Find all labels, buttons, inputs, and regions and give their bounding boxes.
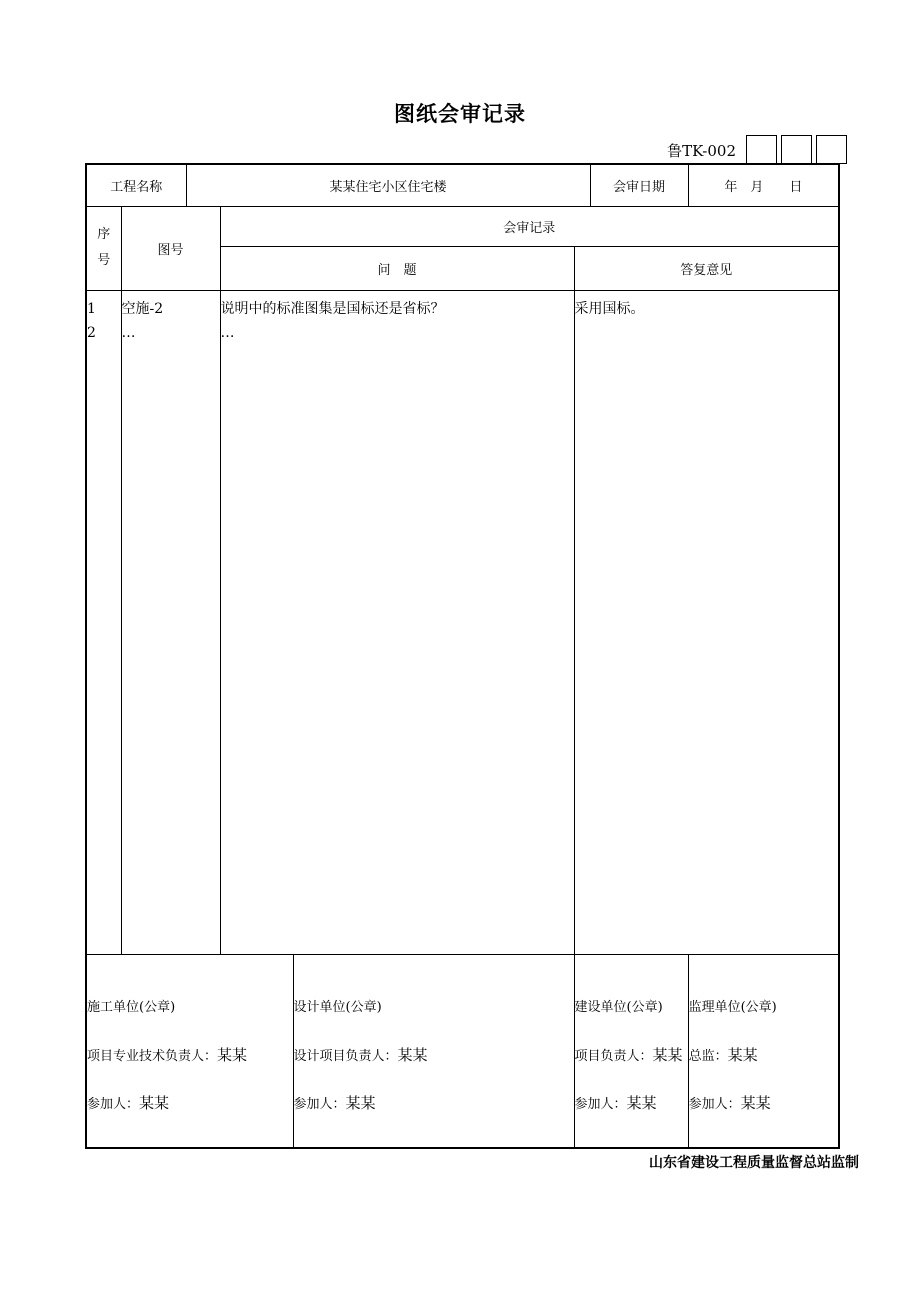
row-1-seq: 1 bbox=[87, 300, 96, 317]
row-1-question: 说明中的标准图集是国标还是省标？ bbox=[220, 300, 445, 317]
code-box-3[interactable] bbox=[816, 135, 847, 164]
seq-header-label: 序号 bbox=[97, 227, 111, 268]
signature-row bbox=[86, 954, 839, 1148]
project-name-label: 工程名称 bbox=[86, 164, 186, 206]
header-row bbox=[86, 164, 839, 206]
owner-role: 项目负责人：某某 bbox=[574, 1045, 683, 1064]
row-2-seq: 2 bbox=[87, 324, 96, 341]
drawing-no-cell[interactable] bbox=[121, 290, 220, 954]
construction-attendee: 参加人：某某 bbox=[87, 1093, 170, 1112]
project-name-value[interactable]: 某某住宅小区住宅楼 bbox=[186, 164, 590, 206]
column-header-row-1 bbox=[86, 206, 839, 246]
reply-cell[interactable] bbox=[574, 290, 839, 954]
design-role: 设计项目负责人：某某 bbox=[293, 1045, 428, 1064]
owner-unit-label: 建设单位(公章) bbox=[574, 999, 663, 1015]
drawing-no-header: 图号 bbox=[121, 206, 220, 290]
supervision-role: 总监：某某 bbox=[688, 1045, 758, 1064]
code-box-1[interactable] bbox=[746, 135, 777, 164]
seq-header bbox=[86, 206, 121, 290]
question-cell[interactable] bbox=[220, 290, 574, 954]
design-unit-cell[interactable] bbox=[293, 954, 574, 1148]
design-unit-label: 设计单位(公章) bbox=[293, 999, 382, 1015]
row-1-reply: 采用国标。 bbox=[574, 300, 645, 317]
owner-attendee: 参加人：某某 bbox=[574, 1093, 657, 1112]
code-box-2[interactable] bbox=[781, 135, 812, 164]
row-2-reply bbox=[575, 321, 839, 345]
review-record-table bbox=[85, 163, 840, 1149]
construction-unit-cell[interactable] bbox=[86, 954, 293, 1148]
code-boxes bbox=[746, 135, 851, 163]
reply-header: 答复意见 bbox=[574, 246, 839, 290]
record-header: 会审记录 bbox=[220, 206, 839, 246]
supervision-unit-cell[interactable] bbox=[688, 954, 839, 1148]
construction-role: 项目专业技术负责人：某某 bbox=[87, 1045, 248, 1064]
review-date-value[interactable]: 年 月 日 bbox=[688, 164, 839, 206]
row-1-drawing: 空施-2 bbox=[121, 300, 164, 317]
review-date-label: 会审日期 bbox=[590, 164, 688, 206]
question-header: 问 题 bbox=[220, 246, 574, 290]
seq-cell[interactable] bbox=[86, 290, 121, 954]
page-title: 图纸会审记录 bbox=[394, 102, 526, 126]
design-attendee: 参加人：某某 bbox=[293, 1093, 376, 1112]
supervision-attendee: 参加人：某某 bbox=[688, 1093, 771, 1112]
record-body-row bbox=[86, 290, 839, 954]
footer-issuer: 山东省建设工程质量监督总站监制 bbox=[649, 1155, 859, 1171]
supervision-unit-label: 监理单位(公章) bbox=[688, 999, 777, 1015]
row-2-drawing: … bbox=[121, 324, 136, 341]
owner-unit-cell[interactable] bbox=[574, 954, 688, 1148]
construction-unit-label: 施工单位(公章) bbox=[87, 999, 176, 1015]
form-code: 鲁TK-002 bbox=[667, 142, 736, 160]
row-2-question: … bbox=[220, 324, 235, 341]
